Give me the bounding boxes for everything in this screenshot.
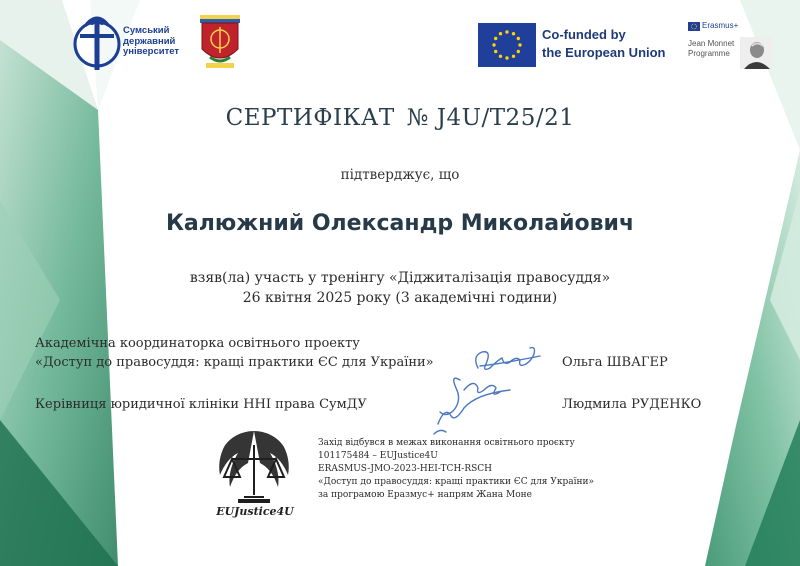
date-hours-line: 26 квітня 2025 року (3 академічні години)	[242, 290, 558, 306]
coordinator-role-line2: «Доступ до правосуддя: кращі практики ЄС для України»	[35, 355, 434, 370]
confirms-text: підтверджує, що	[340, 167, 460, 183]
certificate-title-word: СЕРТИФІКАТ	[225, 105, 395, 131]
clinic-head-role: Керівниця юридичної клініки ННІ права СумДУ	[35, 397, 367, 412]
project-footnote: Захід відбувся в межах виконання освітнього проєкту 101175484 – EUJustice4U ERASMUS-JMO-2023-HEI-TCH-RSCH «Доступ до правосуддя: кращі практики ЄС для України» за програмою Еразмус+ напрям Жана Моне	[318, 438, 594, 500]
eujustice4u-logo-text: EUJustice4U	[216, 505, 294, 518]
recipient-name: Калюжний Олександр Миколайович	[165, 211, 635, 236]
coordinator-name: Ольга ШВАГЕР	[562, 355, 668, 370]
sumdu-logo-text: Сумський державний університет	[123, 25, 180, 57]
handwritten-signatures	[420, 338, 560, 438]
clinic-head-name: Людмила РУДЕНКО	[562, 397, 702, 412]
eu-flag-icon	[478, 23, 536, 67]
participation-text	[0, 268, 800, 308]
erasmus-label: Erasmus+	[702, 21, 739, 30]
erasmus-jean-monnet-logo	[688, 22, 774, 70]
eu-cofunded-text: Co-funded by the European Union	[542, 27, 666, 60]
jean-monnet-portrait-icon	[740, 37, 772, 69]
certificate-title	[0, 105, 800, 131]
jean-monnet-text: Jean Monnet Programme	[688, 39, 735, 58]
certificate-number: № J4U/T25/21	[406, 105, 575, 131]
coordinator-role-line1: Академічна координаторка освітнього проекту	[35, 336, 360, 351]
erasmus-flag-icon	[688, 22, 700, 31]
training-line: взяв(ла) участь у тренінгу «Діджиталізація правосуддя»	[189, 270, 611, 286]
law-institute-emblem	[196, 13, 244, 69]
